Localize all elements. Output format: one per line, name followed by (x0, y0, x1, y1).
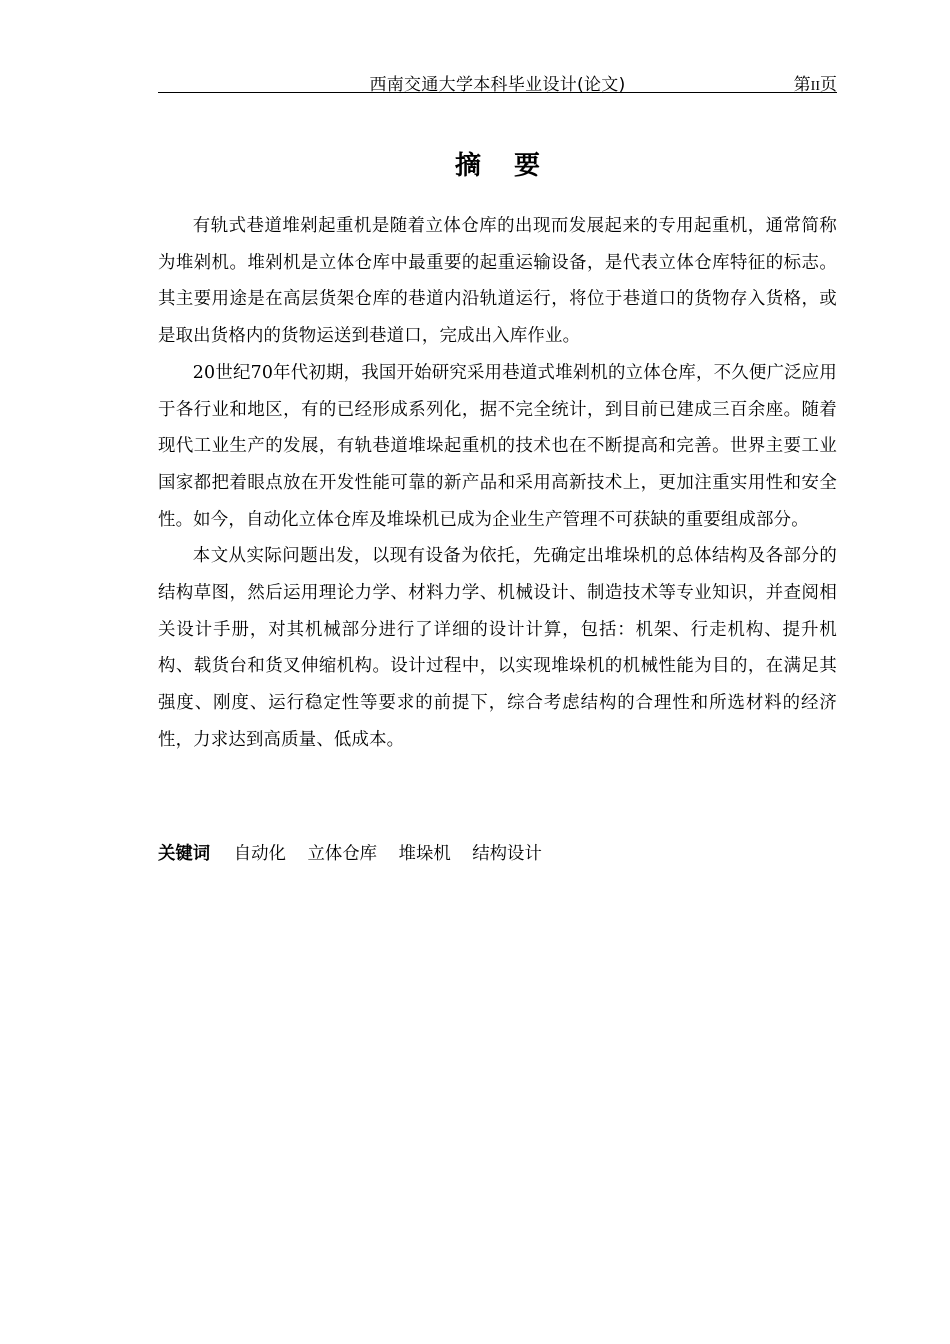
abstract-title: 摘 要 (454, 151, 553, 181)
abstract-body (158, 208, 837, 759)
page-header (158, 64, 837, 93)
page-number: II (810, 79, 820, 94)
header-title: 西南交通大学本科毕业设计(论文) (369, 75, 626, 95)
page-suffix: 页 (820, 75, 837, 95)
keywords-line (158, 840, 837, 868)
keyword-item: 堆垛机 (398, 844, 451, 864)
abstract-paragraph-3: 本文从实际问题出发，以现有设备为依托，先确定出堆垛机的总体结构及各部分的结构草图，然后运用理论力学、材料力学、机械设计、制造技术等专业知识，并查阅相关设计手册，对其机械部分进行了详细的设计计算，包括：机架、行走机构、提升机构、载货台和货叉伸缩机构。设计过程中，以实现堆垛机的机械性能为目的，在满足其强度、刚度、运行稳定性等要求的前提下，综合考虑结构的合理性和所选材料的经济性，力求达到高质量、低成本。 (158, 546, 837, 750)
header-page-number (794, 70, 837, 95)
keyword-item: 立体仓库 (307, 844, 378, 864)
abstract-paragraph-1: 有轨式巷道堆剁起重机是随着立体仓库的出现而发展起来的专用起重机，通常简称为堆剁机。堆剁机是立体仓库中最重要的起重运输设备，是代表立体仓库特征的标志。其主要用途是在高层货架仓库的巷道内沿轨道运行，将位于巷道口的货物存入货格，或是取出货格内的货物运送到巷道口，完成出入库作业。 (158, 216, 837, 347)
keywords-label: 关键词 (158, 844, 211, 864)
keyword-item: 自动化 (233, 844, 286, 864)
abstract-paragraph-2: 20世纪70年代初期，我国开始研究采用巷道式堆剁机的立体仓库，不久便广泛应用于各行业和地区，有的已经形成系列化，据不完全统计，到目前已建成三百余座。随着现代工业生产的发展，有轨巷道堆垛起重机的技术也在不断提高和完善。世界主要工业国家都把着眼点放在开发性能可靠的新产品和采用高新技术上，更加注重实用性和安全性。如今，自动化立体仓库及堆垛机已成为企业生产管理不可获缺的重要组成部分。 (158, 362, 837, 530)
keyword-item: 结构设计 (472, 844, 542, 864)
page-prefix: 第 (793, 75, 811, 95)
